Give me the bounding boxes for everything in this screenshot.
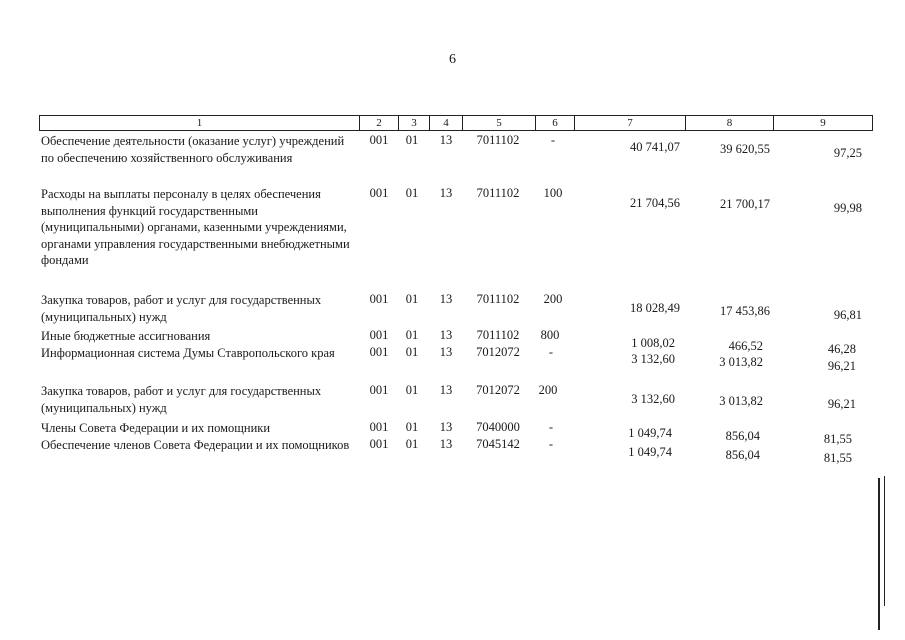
cell-col-5: 7011102 — [476, 292, 520, 306]
header-col-9: 9 — [820, 117, 826, 129]
row-description: Закупка товаров, работ и услуг для государственных (муниципальных) нужд — [41, 384, 322, 415]
cell-col-7: 18 028,49 — [630, 301, 680, 315]
cell-col-3: 01 — [405, 133, 419, 147]
cell-col-6: - — [548, 420, 554, 434]
cell-col-9: 96,21 — [827, 359, 856, 373]
cell-col-8: 466,52 — [728, 339, 763, 353]
cell-col-6: 100 — [543, 186, 563, 200]
cell-col-4: 13 — [439, 328, 453, 342]
cell-col-9: 81,55 — [823, 451, 852, 465]
cell-col-8: 3 013,82 — [719, 355, 763, 369]
cell-col-5: 7012072 — [476, 383, 520, 397]
cell-col-4: 13 — [439, 345, 453, 359]
cell-col-8: 856,04 — [725, 429, 760, 443]
cell-col-7: 3 132,60 — [631, 352, 675, 366]
cell-col-9: 96,21 — [827, 397, 856, 411]
cell-col-8: 39 620,55 — [720, 142, 770, 156]
cell-col-2: 001 — [369, 292, 389, 306]
cell-col-2: 001 — [369, 437, 389, 451]
cell-col-9: 46,28 — [827, 342, 856, 356]
cell-col-9: 96,81 — [833, 308, 862, 322]
cell-col-3: 01 — [405, 420, 419, 434]
header-col-3: 3 — [399, 116, 430, 130]
row-description: Обеспечение деятельности (оказание услуг) учреждений по обеспечению хозяйственного обслуживания — [41, 134, 345, 165]
cell-col-9: 81,55 — [823, 432, 852, 446]
row-description: Иные бюджетные ассигнования — [41, 329, 211, 343]
cell-col-2: 001 — [369, 383, 389, 397]
header-col-7: 7 — [575, 116, 686, 130]
cell-col-3: 01 — [405, 328, 419, 342]
cell-col-6: - — [550, 133, 556, 147]
cell-col-9: 99,98 — [833, 201, 862, 215]
cell-col-7: 3 132,60 — [631, 392, 675, 406]
cell-col-7: 21 704,56 — [630, 196, 680, 210]
cell-col-3: 01 — [405, 186, 419, 200]
cell-col-3: 01 — [405, 383, 419, 397]
cell-col-3: 01 — [405, 292, 419, 306]
cell-col-5: 7045142 — [476, 437, 520, 451]
cell-col-2: 001 — [369, 328, 389, 342]
cell-col-4: 13 — [439, 420, 453, 434]
cell-col-9: 97,25 — [833, 146, 862, 160]
cell-col-4: 13 — [439, 437, 453, 451]
row-description: Расходы на выплаты персоналу в целях обеспечения выполнения функций государственными (муниципальными) органами, казенными учреждениями, органами управления государственными внебюджетными фондами — [41, 187, 350, 267]
header-col-5: 5 — [463, 116, 536, 130]
header-col-1: 1 — [40, 116, 360, 130]
cell-col-7: 1 049,74 — [628, 426, 672, 440]
cell-col-5: 7012072 — [476, 345, 520, 359]
cell-col-7: 40 741,07 — [630, 140, 680, 154]
table-header — [39, 115, 873, 131]
scan-margin-line — [878, 478, 880, 630]
header-col-4: 4 — [430, 116, 463, 130]
scan-margin-line-thin — [884, 476, 885, 606]
cell-col-2: 001 — [369, 133, 389, 147]
cell-col-4: 13 — [439, 133, 453, 147]
cell-col-6: - — [548, 437, 554, 451]
cell-col-2: 001 — [369, 345, 389, 359]
cell-col-5: 7011102 — [476, 186, 520, 200]
row-description: Обеспечение членов Совета Федерации и их помощников — [41, 438, 350, 452]
cell-col-8: 17 453,86 — [720, 304, 770, 318]
cell-col-7: 1 049,74 — [628, 445, 672, 459]
cell-col-4: 13 — [439, 292, 453, 306]
cell-col-8: 3 013,82 — [719, 394, 763, 408]
cell-col-3: 01 — [405, 345, 419, 359]
cell-col-5: 7011102 — [476, 328, 520, 342]
cell-col-2: 001 — [369, 420, 389, 434]
cell-col-4: 13 — [439, 383, 453, 397]
cell-col-5: 7040000 — [476, 420, 520, 434]
cell-col-6: - — [548, 345, 554, 359]
cell-col-6: 200 — [543, 292, 563, 306]
cell-col-2: 001 — [369, 186, 389, 200]
cell-col-3: 01 — [405, 437, 419, 451]
page-number: 6 — [449, 52, 456, 67]
header-col-6: 6 — [536, 116, 575, 130]
row-description: Члены Совета Федерации и их помощники — [41, 421, 271, 435]
header-col-2: 2 — [360, 116, 399, 130]
cell-col-4: 13 — [439, 186, 453, 200]
cell-col-6: 200 — [538, 383, 558, 397]
cell-col-5: 7011102 — [476, 133, 520, 147]
cell-col-8: 21 700,17 — [720, 197, 770, 211]
header-col-8: 8 — [686, 116, 774, 130]
cell-col-7: 1 008,02 — [631, 336, 675, 350]
row-description: Закупка товаров, работ и услуг для государственных (муниципальных) нужд — [41, 293, 322, 324]
cell-col-8: 856,04 — [725, 448, 760, 462]
row-description: Информационная система Думы Ставропольского края — [41, 346, 335, 360]
cell-col-6: 800 — [540, 328, 560, 342]
